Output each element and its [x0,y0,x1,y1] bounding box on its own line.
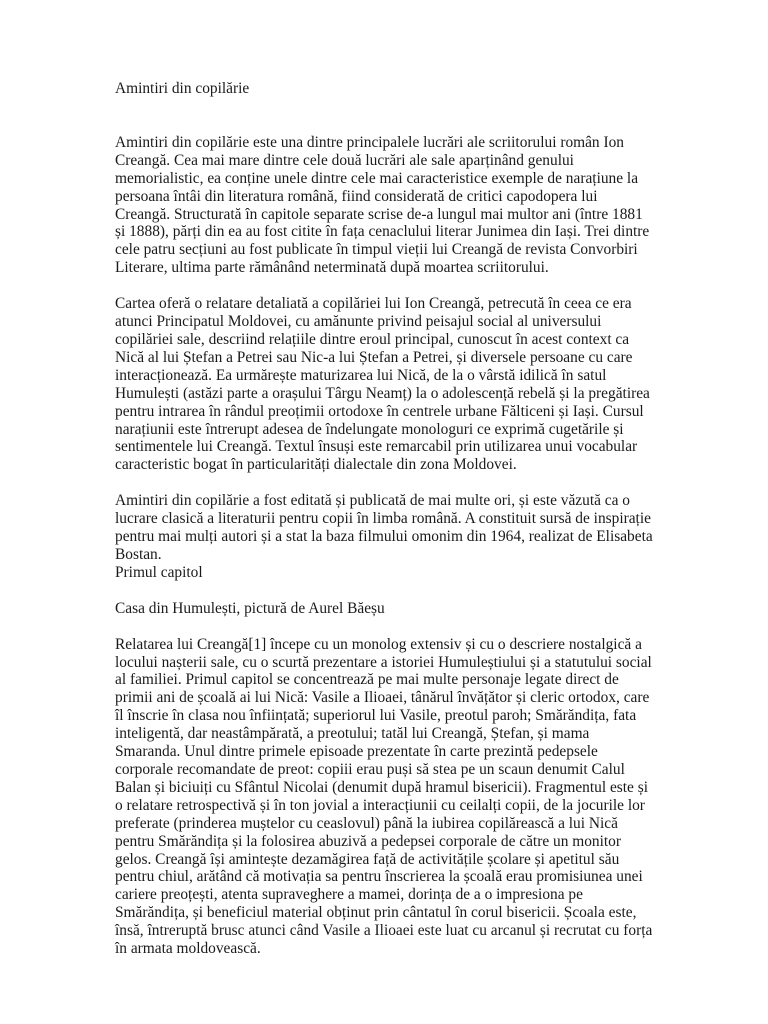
paragraph-legacy: Amintiri din copilărie a fost editată și publicată de mai multe ori, și este văzută ca o lucrare clasică a literaturii pentru copii în limba română. A constituit sursă de inspirație pentru mai mulți autori și a stat la baza filmului omonim din 1964, realizat de Elisabeta Bostan. [115,492,653,563]
image-caption: Casa din Humulești, pictură de Aurel Băeșu [115,599,385,617]
document-page [115,80,655,976]
chapter-heading: Primul capitol [115,563,203,581]
paragraph-chapter-one: Relatarea lui Creangă[1] începe cu un monolog extensiv și cu o descriere nostalgică a locului nașterii sale, cu o scurtă prezentare a istoriei Humuleștiului și a statutului social al familiei. Primul capitol se concentrează pe mai multe personaje legate direct de primii ani de școală ai lui Nică: Vasile a Ilioaei, tânărul învățător și cleric ortodox, care îl înscrie în clasa nou înființată; superiorul lui Vasile, preotul paroh; Smărăndița, fata inteligentă, dar neastâmpărată, a preotului; tatăl lui Creangă, Ștefan, și mama Smaranda. Unul dintre primele episoade prezentate în carte prezintă pedepsele corporale recomandate de preot: copiii erau puși să stea pe un scaun denumit Calul Balan și biciuiți cu Sfântul Nicolai (denumit după hramul bisericii). Fragmentul este și o relatare retrospectivă și în ton jovial a interacțiunii cu ceilalți copii, de la jocurile lor preferate (prinderea muștelor cu ceaslovul) până la iubirea copilărească a lui Nică pentru Smărăndița și la folosirea abuzivă a pedepsei corporale de către un monitor gelos. Creangă își amintește dezamăgirea față de activitățile școlare și apetitul său pentru chiul, arătând că motivația sa pentru înscrierea la școală erau promisiunea unei cariere preoțești, atenta supraveghere a mamei, dorința de a o impresiona pe Smărăndița, și beneficiul material obținut prin cântatul în corul bisericii. Școala este, însă, întreruptă brusc atunci când Vasile a Ilioaei este luat cu arcanul și recrutat cu forța în armata moldovească. [115,635,653,958]
paragraph-intro: Amintiri din copilărie este una dintre principalele lucrări ale scriitorului român Ion Creangă. Cea mai mare dintre cele două lucrări ale sale aparținând genului memorialistic, ea conține unele dintre cele mai caracteristice exemple de narațiune la persoana întâi din literatura română, fiind considerată de critici capodopera lui Creangă. Structurată în capitole separate scrise de-a lungul mai multor ani (între 1881 și 1888), părți din ea au fost citite în fața cenaclului literar Junimea din Iași. Trei dintre cele patru secțiuni au fost publicate în timpul vieții lui Creangă de revista Convorbiri Literare, ultima parte rămânând neterminată după moartea scriitorului. [115,133,650,277]
paragraph-summary: Cartea oferă o relatare detaliată a copilăriei lui Ion Creangă, petrecută în ceea ce era atunci Principatul Moldovei, cu amănunte privind peisajul social al universului copilăriei sale, descriind relațiile dintre eroul principal, cunoscut în acest context ca Nică al lui Ștefan a Petrei sau Nic-a lui Ștefan a Petrei, și diversele persoane cu care interacționează. Ea urmărește maturizarea lui Nică, de la o vârstă idilică în satul Humulești (astăzi parte a orașului Târgu Neamț) la o adolescență rebelă și la pregătirea pentru intrarea în rândul preoțimii ortodoxe în centrele urbane Fălticeni și Iași. Cursul narațiunii este întrerupt adesea de îndelungate monologuri ce exprimă cugetările și sentimentele lui Creangă. Textul însuși este remarcabil prin utilizarea unui vocabular caracteristic bogat în particularități dialectale din zona Moldovei. [115,295,650,474]
document-title: Amintiri din copilărie [115,80,250,97]
